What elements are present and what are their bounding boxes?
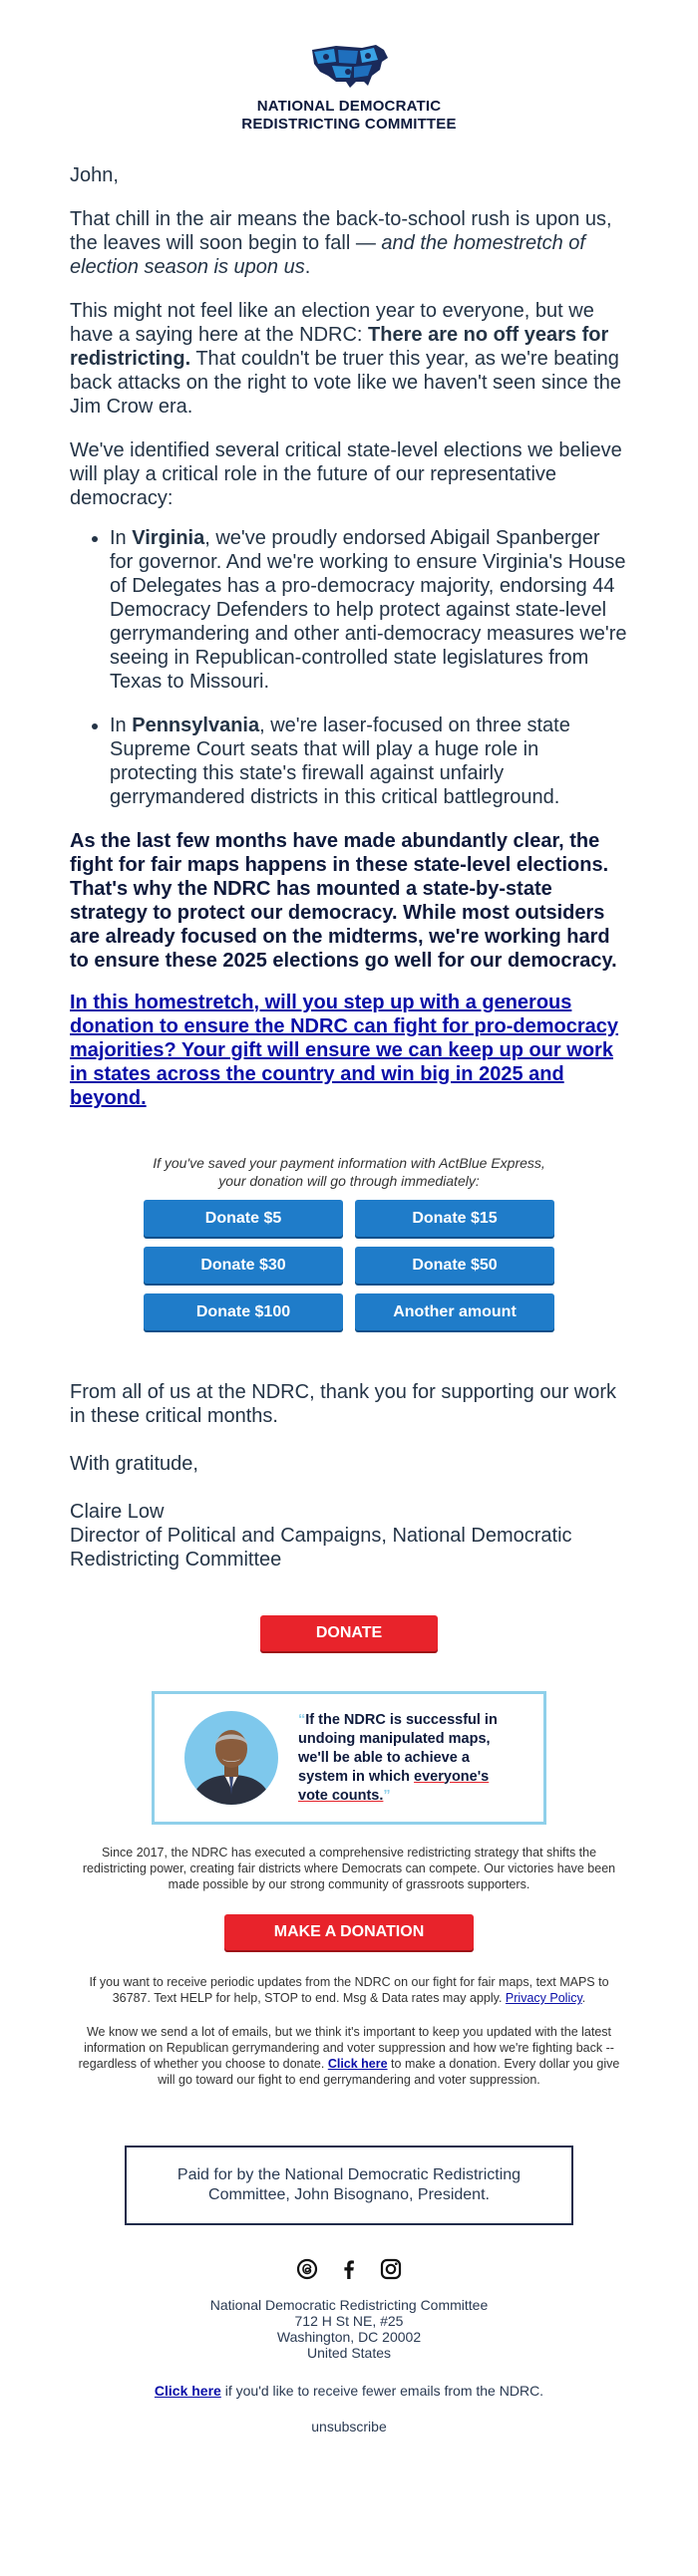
avatar	[184, 1711, 278, 1805]
donate-100-button[interactable]: Donate $100	[144, 1293, 343, 1330]
paragraph-strategy: As the last few months have made abundantly clear, the fight for fair maps happens in these state-level elections. That's why the NDRC has mounted a state-by-state strategy to protect our democracy. While most outsiders are already focused on the midterms, we're working hard to ensure these 2025 elections go well for our democracy.	[70, 830, 617, 972]
donation-ask-link[interactable]: In this homestretch, will you step up with a generous donation to ensure the NDRC can fight for pro-democracy majorities? Your gift will ensure we can keep up our work in states across the country and win big in 2025 and beyond.	[70, 992, 619, 1109]
sign-off: With gratitude,	[70, 1453, 198, 1475]
click-here-fewer-emails-link[interactable]: Click here	[154, 2383, 221, 2399]
salutation: John,	[70, 164, 119, 186]
donate-button[interactable]: DONATE	[260, 1615, 438, 1651]
make-a-donation-button[interactable]: MAKE A DONATION	[224, 1914, 474, 1950]
mailing-address: National Democratic Redistricting Committee 712 H St NE, #25 Washington, DC 20002 United States	[209, 2297, 489, 2361]
instagram-icon[interactable]	[379, 2257, 403, 2281]
closing-paragraph: From all of us at the NDRC, thank you for supporting our work in these critical months.	[70, 1381, 617, 1427]
list-item-pennsylvania: • In Pennsylvania, we're laser-focused on three state Supreme Court seats that will play a huge role in protecting this state's firewall against unfairly gerrymandered districts in this critical battleground.	[110, 714, 628, 809]
since-2017-paragraph: Since 2017, the NDRC has executed a comprehensive redistricting strategy that shifts the redistricting power, creating fair districts where Democrats can compete. Our victories have been made possible by our strong community of grassroots supporters.	[82, 1846, 616, 1891]
donate-15-button[interactable]: Donate $15	[355, 1200, 554, 1237]
privacy-policy-link[interactable]: Privacy Policy	[505, 1991, 582, 2005]
facebook-icon[interactable]	[337, 2257, 361, 2281]
donation-buttons-block	[0, 1154, 698, 1330]
click-here-donate-link[interactable]: Click here	[327, 2057, 388, 2071]
signature	[70, 1500, 628, 1572]
another-amount-button[interactable]: Another amount	[355, 1293, 554, 1330]
paragraph-off-years: This might not feel like an election year to everyone, but we have a saying here at the NDRC: There are no off years for redistricting. That couldn't be truer this year, as we're beating back attacks on the right to vote like we haven't seen since the Jim Crow era.	[70, 300, 622, 418]
unsubscribe-link[interactable]: unsubscribe	[311, 2419, 387, 2434]
emails-paragraph: We know we send a lot of emails, but we think it's important to keep you updated with the latest information on Republican gerrymandering and voter suppression and how we're fighting back -- regardless of whether you choose to donate. Click here to make a donation. Every dollar you give will go toward our fight to end gerrymandering and voter suppression.	[78, 2025, 620, 2087]
state-list	[70, 526, 628, 809]
letter-closing	[0, 1380, 698, 1572]
signer-title: Director of Political and Campaigns, National Democratic Redistricting Committee	[70, 1525, 572, 1571]
paragraph-intro: That chill in the air means the back-to-school rush is upon us, the leaves will soon begin to fall — and the homestretch of election season is upon us.	[70, 208, 612, 278]
us-map-puzzle-icon	[306, 42, 392, 92]
donate-50-button[interactable]: Donate $50	[355, 1247, 554, 1284]
social-links	[0, 2257, 698, 2281]
fewer-emails-line: Click here if you'd like to receive fewer emails from the NDRC.	[154, 2383, 544, 2399]
org-name: NATIONAL DEMOCRATIC REDISTRICTING COMMITTEE	[241, 98, 457, 133]
email-header	[0, 0, 698, 134]
paragraph-elections: We've identified several critical state-level elections we believe will play a critical role in the future of our representative democracy:	[70, 439, 622, 509]
quote-text: “If the NDRC is successful in undoing manipulated maps, we'll be able to achieve a system in which everyone's vote counts.”	[298, 1711, 498, 1804]
donate-5-button[interactable]: Donate $5	[144, 1200, 343, 1237]
actblue-express-note: If you've saved your payment information with ActBlue Express, your donation will go through immediately:	[153, 1155, 545, 1189]
sms-updates-paragraph: If you want to receive periodic updates from the NDRC on our fight for fair maps, text MAPS to 36787. Text HELP for help, STOP to end. Msg & Data rates may apply. Privacy Policy.	[89, 1975, 609, 2005]
signer-name: Claire Low	[70, 1501, 165, 1523]
list-item-virginia: • In Virginia, we've proudly endorsed Abigail Spanberger for governor. And we're working to ensure Virginia's House of Delegates has a pro-democracy majority, endorsing 44 Democracy Defenders to help protect against state-level gerrymandering and other anti-democracy measures we're seeing in Republican-controlled state legislatures from Texas to Missouri.	[110, 526, 628, 694]
threads-icon[interactable]	[295, 2257, 319, 2281]
donate-30-button[interactable]: Donate $30	[144, 1247, 343, 1284]
donation-amount-grid	[144, 1200, 554, 1330]
paid-for-disclaimer: Paid for by the National Democratic Redistricting Committee, John Bisognano, President.	[125, 2146, 573, 2225]
letter-body	[0, 163, 698, 1110]
quote-box	[152, 1691, 546, 1825]
